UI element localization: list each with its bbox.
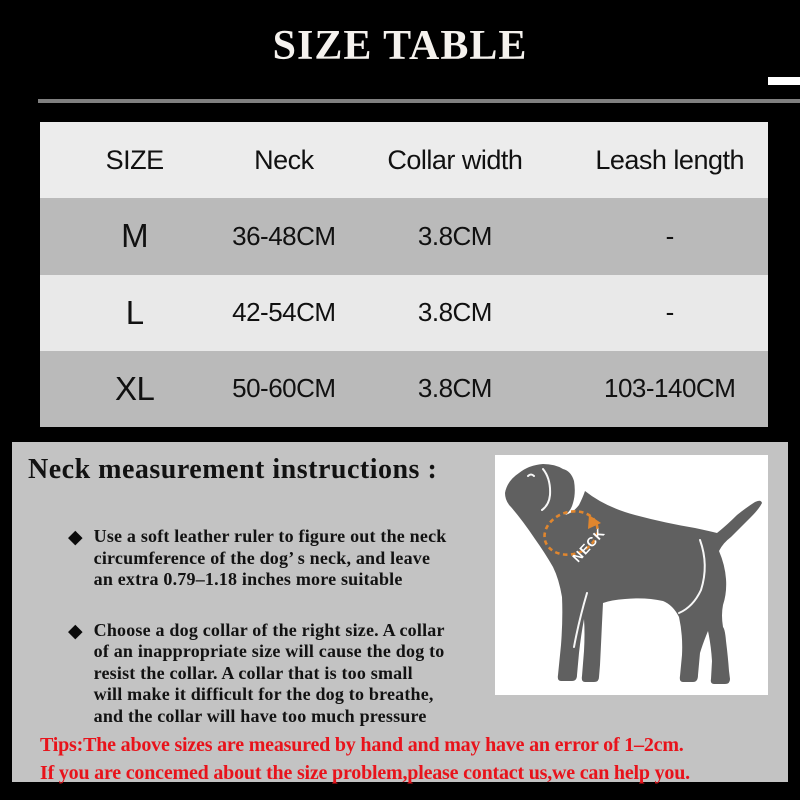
neck-cell: 50-60CM	[232, 373, 336, 404]
column-header-size: SIZE	[105, 144, 164, 175]
size-cell: XL	[114, 369, 155, 407]
bullet-text	[94, 526, 447, 591]
diamond-bullet-icon: ◆	[68, 527, 83, 548]
page-title: SIZE TABLE	[272, 23, 528, 69]
tips-text	[40, 732, 690, 787]
table-header-row	[40, 122, 768, 198]
neck-label: NECK	[569, 524, 609, 566]
bullet-line: Use a soft leather ruler to figure out the neck	[93, 526, 447, 546]
leash-length-cell: 103-140CM	[604, 373, 736, 404]
size-cell: M	[121, 217, 149, 255]
instructions-panel	[12, 442, 788, 782]
dog-silhouette	[495, 455, 768, 695]
size-cell: L	[125, 293, 144, 331]
bullet-line: circumference of the dog’ s neck, and leave	[93, 547, 431, 568]
column-header-leash-length: Leash length	[595, 144, 744, 175]
top-right-dash	[768, 77, 800, 85]
collar-width-cell: 3.8CM	[417, 297, 492, 328]
table-row-l	[40, 275, 768, 351]
bullet-line: an extra 0.79–1.18 inches more suitable	[93, 569, 403, 589]
top-divider-line	[38, 99, 800, 103]
neck-cell: 36-48CM	[232, 220, 336, 251]
instructions-title: Neck measurement instructions :	[28, 454, 438, 485]
bullet-line: of an inappropriate size will cause the dog to	[93, 641, 445, 661]
size-table	[40, 122, 768, 427]
bullet-text	[94, 620, 445, 728]
column-header-neck: Neck	[254, 144, 314, 175]
collar-width-cell: 3.8CM	[417, 373, 492, 404]
bullet-item	[68, 620, 446, 728]
neck-cell: 42-54CM	[232, 297, 336, 328]
bullet-line: will make it difficult for the dog to breathe,	[93, 684, 434, 704]
leash-length-cell: -	[665, 220, 674, 251]
tips-line: If you are concemed about the size problem,please contact us,we can help you.	[40, 761, 690, 784]
leash-length-cell: -	[665, 297, 674, 328]
bullet-line: and the collar will have too much pressure	[93, 705, 427, 726]
dog-diagram-box	[495, 455, 768, 695]
diamond-bullet-icon: ◆	[68, 620, 83, 642]
collar-width-cell: 3.8CM	[417, 220, 492, 251]
bullet-item	[68, 526, 446, 591]
tips-line: Tips:The above sizes are measured by hand and may have an error of 1–2cm.	[40, 734, 684, 756]
column-header-collar-width: Collar width	[387, 144, 523, 175]
dog-body-shape	[505, 464, 762, 684]
bullet-line: Choose a dog collar of the right size. A collar	[93, 619, 445, 640]
bullet-line: resist the collar. A collar that is too small	[93, 662, 413, 683]
table-row-m	[40, 198, 768, 274]
table-row-xl	[40, 351, 768, 427]
bullet-list	[68, 526, 446, 756]
